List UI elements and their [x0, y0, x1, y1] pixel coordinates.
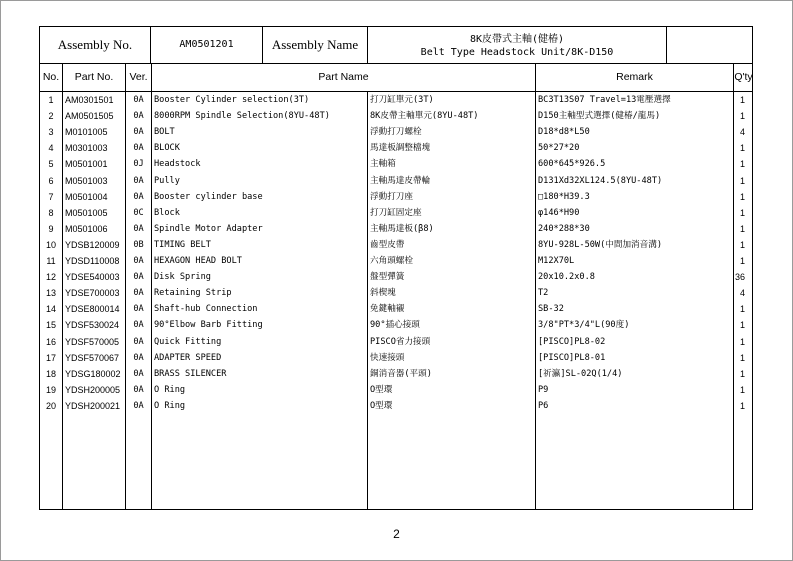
row-part-name-zh: 浮動打刀座: [370, 191, 413, 202]
row-part-name-zh: O型環: [370, 384, 393, 395]
table-row: [40, 108, 754, 124]
row-part-name-zh: 90°插心接頭: [370, 320, 420, 331]
row-qty: 4: [739, 127, 745, 138]
table-row: [40, 350, 754, 366]
assembly-name-line1: 8K皮帶式主軸(健椿): [469, 34, 565, 45]
row-remark: D150主軸型式選擇(健椿/龍馬): [538, 111, 661, 122]
row-part-name-zh: 打刀缸單元(3T): [370, 95, 434, 105]
row-ver: 0A: [133, 288, 144, 299]
row-part-name-zh: 斜楔塊: [370, 288, 396, 299]
table-row: [40, 124, 754, 140]
row-no: 5: [48, 159, 54, 170]
table-row: [40, 173, 754, 189]
row-ver: 0A: [133, 127, 144, 138]
row-part-name-en: HEXAGON HEAD BOLT: [154, 256, 242, 266]
col-header-part-no: Part No.: [74, 71, 114, 83]
row-part-no: YDSE540003: [65, 272, 120, 283]
row-part-no: YDSE800014: [65, 304, 120, 315]
row-part-name-zh: O型環: [370, 400, 393, 411]
row-qty: 1: [739, 223, 745, 234]
row-part-name-en: Disk Spring: [154, 272, 211, 283]
row-part-name-en: Headstock: [154, 159, 201, 170]
row-ver: 0A: [133, 352, 144, 363]
row-part-name-en: O Ring: [154, 400, 186, 411]
row-qty: 1: [739, 320, 745, 331]
page-number: 2: [393, 527, 400, 541]
row-qty: 1: [739, 191, 745, 202]
row-remark: 50*27*20: [538, 143, 580, 154]
row-part-no: M0101005: [65, 127, 108, 138]
row-part-name-en: Block: [154, 207, 180, 218]
row-remark: 240*288*30: [538, 223, 590, 234]
row-part-name-zh: 主軸箱: [370, 159, 396, 170]
row-remark: φ146*H90: [538, 207, 580, 218]
row-part-no: M0501001: [65, 159, 108, 170]
row-part-name-en: Spindle Motor Adapter: [154, 223, 263, 234]
row-part-name-en: Pully: [154, 175, 180, 186]
row-ver: 0C: [133, 207, 144, 218]
table-row: [40, 269, 754, 285]
row-ver: 0A: [133, 272, 144, 283]
row-no: 19: [45, 384, 56, 395]
row-qty: 1: [739, 143, 745, 154]
table-row: [40, 92, 754, 108]
row-ver: 0A: [133, 143, 144, 154]
col-header-qty: Q'ty: [734, 71, 753, 83]
row-no: 16: [45, 336, 56, 347]
row-no: 9: [48, 223, 54, 234]
row-ver: 0A: [133, 191, 144, 202]
row-qty: 1: [739, 256, 745, 266]
row-qty: 1: [739, 384, 745, 395]
row-part-name-en: BRASS SILENCER: [154, 368, 227, 379]
row-qty: 1: [739, 175, 745, 186]
row-qty: 1: [739, 336, 745, 347]
row-no: 13: [45, 288, 56, 299]
row-part-no: YDSB120009: [65, 239, 120, 250]
row-no: 20: [45, 400, 56, 411]
row-part-name-en: 8000RPM Spindle Selection(8YU-48T): [154, 111, 330, 122]
row-qty: 1: [739, 239, 745, 250]
row-part-name-zh: 打刀缸固定座: [370, 207, 422, 218]
row-no: 6: [48, 175, 54, 186]
table-row: [40, 398, 754, 414]
row-ver: 0A: [133, 223, 144, 234]
row-qty: 4: [739, 288, 745, 299]
row-no: 1: [48, 95, 54, 105]
row-ver: 0A: [133, 336, 144, 347]
row-part-name-en: TIMING BELT: [154, 239, 211, 250]
row-part-name-zh: 齒型皮帶: [370, 239, 405, 250]
row-part-name-zh: 8K皮帶主軸單元(8YU-48T): [370, 111, 479, 122]
table-row: [40, 237, 754, 253]
row-no: 2: [48, 111, 54, 122]
row-part-no: M0501006: [65, 223, 108, 234]
row-no: 7: [48, 191, 54, 202]
table-row: [40, 301, 754, 317]
row-qty: 36: [734, 272, 745, 283]
row-part-no: YDSF530024: [65, 320, 120, 331]
row-part-name-en: Shaft-hub Connection: [154, 304, 258, 315]
row-part-no: AM0301501: [65, 95, 114, 105]
row-no: 14: [45, 304, 56, 315]
row-part-no: YDSD110008: [65, 256, 120, 266]
parts-list-sheet: [39, 26, 753, 510]
row-ver: 0A: [133, 304, 144, 315]
row-remark: D131Xd32XL124.5(8YU-48T): [538, 175, 663, 186]
header-divider-4: [666, 27, 667, 63]
row-qty: 1: [739, 95, 745, 105]
row-remark: □180*H39.3: [538, 191, 590, 202]
row-ver: 0A: [133, 256, 144, 266]
row-remark: 600*645*926.5: [538, 159, 606, 170]
row-remark: SB-32: [538, 304, 564, 315]
row-ver: 0A: [133, 111, 144, 122]
row-remark: BC3T13S07 Travel=13電壓選擇: [538, 95, 671, 105]
row-part-name-en: Booster Cylinder selection(3T): [154, 95, 310, 105]
row-ver: 0A: [133, 175, 144, 186]
assembly-name-line2: Belt Type Headstock Unit/8K-D150: [420, 47, 614, 58]
row-part-name-zh: 六角頭螺栓: [370, 256, 413, 266]
assembly-no-value: AM0501201: [179, 39, 234, 50]
row-remark: T2: [538, 288, 549, 299]
col-header-part-name: Part Name: [318, 71, 369, 83]
row-no: 18: [45, 368, 56, 379]
row-ver: 0A: [133, 320, 144, 331]
row-part-name-zh: 銅消音器(平頭): [370, 368, 432, 379]
assembly-no-label: Assembly No.: [57, 37, 133, 52]
row-no: 11: [46, 256, 56, 266]
row-part-no: M0501004: [65, 191, 108, 202]
row-no: 4: [48, 143, 54, 154]
table-row: [40, 205, 754, 221]
row-part-name-zh: 主軸馬達皮帶輪: [370, 175, 431, 186]
col-header-no: No.: [42, 71, 60, 83]
row-remark: [祈瀛]SL-02Q(1/4): [538, 368, 623, 379]
table-row: [40, 156, 754, 172]
row-part-no: YDSH200021: [65, 400, 121, 411]
row-part-no: YDSG180002: [65, 368, 121, 379]
row-no: 17: [45, 352, 56, 363]
table-row: [40, 285, 754, 301]
row-part-name-zh: 免鍵軸襯: [370, 304, 405, 315]
row-qty: 1: [739, 207, 745, 218]
row-part-name-zh: 快速接頭: [370, 352, 405, 363]
row-part-name-en: Booster cylinder base: [154, 191, 263, 202]
row-qty: 1: [739, 400, 745, 411]
col-header-ver: Ver.: [129, 71, 148, 83]
row-part-name-en: ADAPTER SPEED: [154, 352, 222, 363]
row-ver: 0A: [133, 368, 144, 379]
row-part-no: AM0501505: [65, 111, 114, 122]
row-part-name-en: BLOCK: [154, 143, 180, 154]
row-part-no: YDSH200005: [65, 384, 121, 395]
row-remark: 3/8"PT*3/4"L(90度): [538, 320, 630, 331]
table-row: [40, 334, 754, 350]
row-ver: 0A: [133, 384, 144, 395]
row-ver: 0A: [133, 400, 144, 411]
row-part-name-zh: 盤型彈簧: [370, 272, 405, 283]
row-part-no: M0301003: [65, 143, 108, 154]
row-qty: 1: [739, 159, 745, 170]
table-row: [40, 317, 754, 333]
table-row: [40, 253, 754, 269]
row-no: 12: [45, 272, 56, 283]
row-no: 15: [45, 320, 56, 331]
table-row: [40, 140, 754, 156]
row-remark: P6: [538, 400, 549, 411]
row-qty: 1: [739, 352, 745, 363]
row-part-name-en: 90°Elbow Barb Fitting: [154, 320, 263, 331]
row-remark: M12X70L: [538, 256, 575, 266]
row-ver: 0J: [133, 159, 144, 170]
row-part-no: YDSE700003: [65, 288, 120, 299]
row-part-name-zh: PISCO省力接頭: [370, 336, 431, 347]
table-row: [40, 189, 754, 205]
row-remark: D18*d8*L50: [538, 127, 590, 138]
row-ver: 0A: [133, 95, 144, 105]
row-no: 10: [45, 239, 56, 250]
row-part-name-zh: 浮動打刀螺栓: [370, 127, 422, 138]
row-remark: [PISCO]PL8-01: [538, 352, 606, 363]
table-row: [40, 221, 754, 237]
row-no: 3: [48, 127, 54, 138]
row-part-name-zh: 馬達板調整檔塊: [370, 143, 431, 154]
row-ver: 0B: [133, 239, 144, 250]
row-part-name-zh: 主軸馬達板(β8): [370, 223, 434, 234]
assembly-name-label: Assembly Name: [271, 37, 359, 52]
row-remark: [PISCO]PL8-02: [538, 336, 606, 347]
row-part-no: YDSF570005: [65, 336, 120, 347]
row-part-no: YDSF570067: [65, 352, 120, 363]
row-remark: 20x10.2x0.8: [538, 272, 595, 283]
table-row: [40, 366, 754, 382]
row-part-no: M0501005: [65, 207, 108, 218]
row-part-name-en: Retaining Strip: [154, 288, 232, 299]
row-remark: P9: [538, 384, 549, 395]
row-part-name-en: Quick Fitting: [154, 336, 222, 347]
row-qty: 1: [739, 368, 745, 379]
row-remark: 8YU-928L-50W(中間加消音溝): [538, 239, 662, 250]
row-no: 8: [48, 207, 54, 218]
row-qty: 1: [739, 304, 745, 315]
row-part-name-en: BOLT: [154, 127, 175, 138]
row-part-no: M0501003: [65, 175, 108, 186]
col-header-remark: Remark: [616, 71, 653, 83]
row-part-name-en: O Ring: [154, 384, 186, 395]
table-row: [40, 382, 754, 398]
row-qty: 1: [739, 111, 745, 122]
